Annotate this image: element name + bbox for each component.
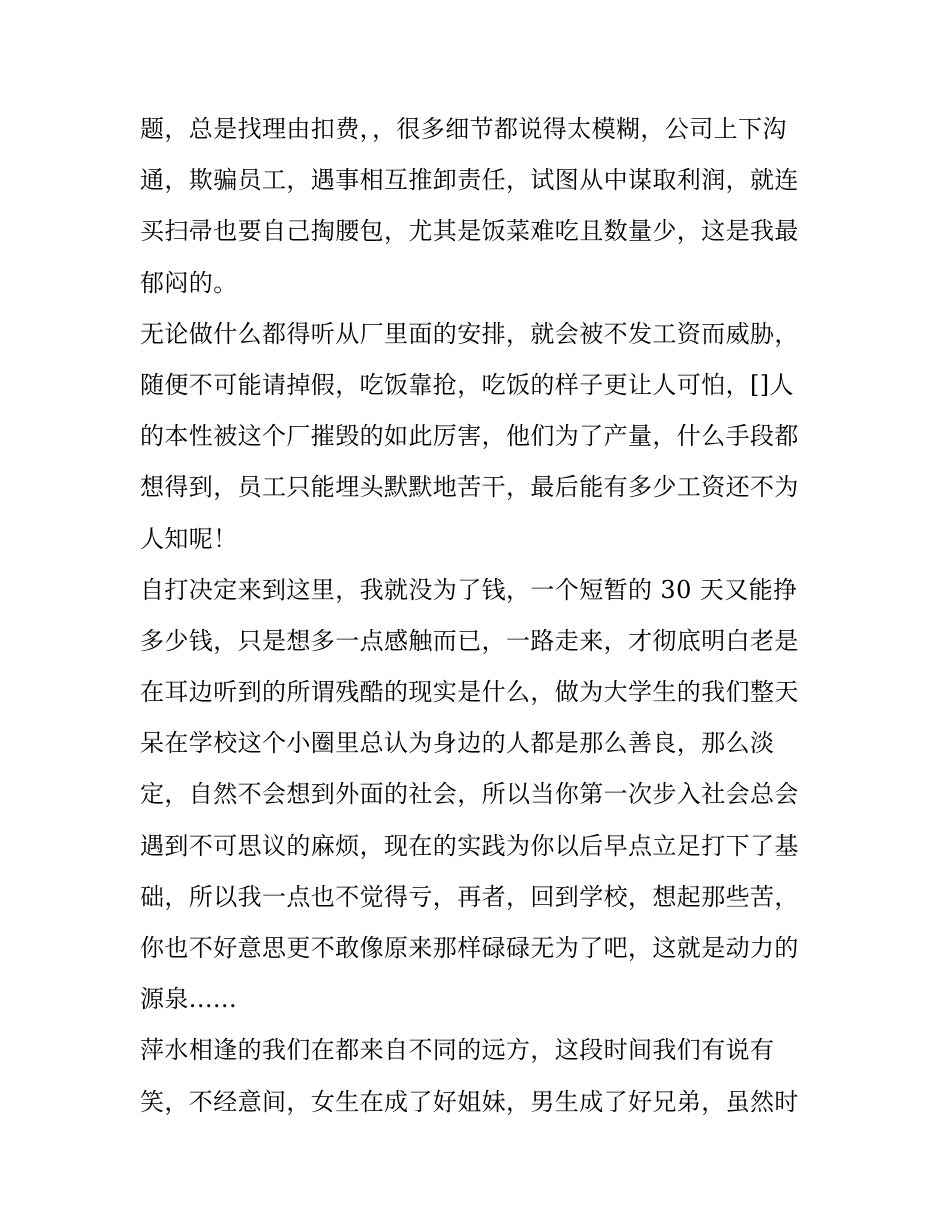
document-body <box>140 104 830 1128</box>
text-line: 无论做什么都得听从厂里面的安排，就会被不发工资而威胁， <box>140 319 799 348</box>
text-line: 的本性被这个厂摧毁的如此厉害，他们为了产量，什么手段都 <box>140 422 799 451</box>
text-line: 郁闷的。 <box>140 268 238 297</box>
text-line: 你也不好意思更不敢像原来那样碌碌无为了吧，这就是动力的 <box>140 934 799 962</box>
text-line: 买扫帚也要自己掏腰包，尤其是饭菜难吃且数量少，这是我最 <box>140 217 799 246</box>
text-line: 题，总是找理由扣费，，很多细节都说得太模糊，公司上下沟 <box>140 115 787 143</box>
text-line: 人知呢！ <box>140 524 238 553</box>
paragraph-4 <box>140 1025 830 1127</box>
text-line: 呆在学校这个小圈里总认为身边的人都是那么善良，那么淡 <box>140 729 775 758</box>
text-line: 随便不可能请掉假，吃饭靠抢，吃饭的样子更让人可怕，[]人 <box>140 370 794 399</box>
text-line: 础，所以我一点也不觉得亏，再者，回到学校，想起那些苦， <box>140 882 799 911</box>
text-line: 自打决定来到这里，我就没为了钱，一个短暂的 30 天又能挣 <box>140 575 798 604</box>
text-line: 源泉...... <box>140 985 237 1014</box>
text-line: 在耳边听到的所谓残酷的现实是什么，做为大学生的我们整天 <box>140 678 799 707</box>
paragraph-2 <box>140 309 830 565</box>
text-line: 通，欺骗员工，遇事相互推卸责任，试图从中谋取利润，就连 <box>140 166 799 195</box>
text-line: 萍水相逢的我们在都来自不同的远方，这段时间我们有说有 <box>140 1036 775 1065</box>
text-line: 定，自然不会想到外面的社会，所以当你第一次步入社会总会 <box>140 780 799 809</box>
text-line: 想得到，员工只能埋头默默地苦干，最后能有多少工资还不为 <box>140 473 799 502</box>
text-line: 多少钱，只是想多一点感触而已，一路走来，才彻底明白老是 <box>140 626 799 655</box>
text-line: 遇到不可思议的麻烦，现在的实践为你以后早点立足打下了基 <box>140 831 799 860</box>
text-line: 笑，不经意间，女生在成了好姐妹，男生成了好兄弟，虽然时 <box>140 1087 799 1116</box>
paragraph-1 <box>140 104 830 309</box>
paragraph-3 <box>140 565 830 1026</box>
